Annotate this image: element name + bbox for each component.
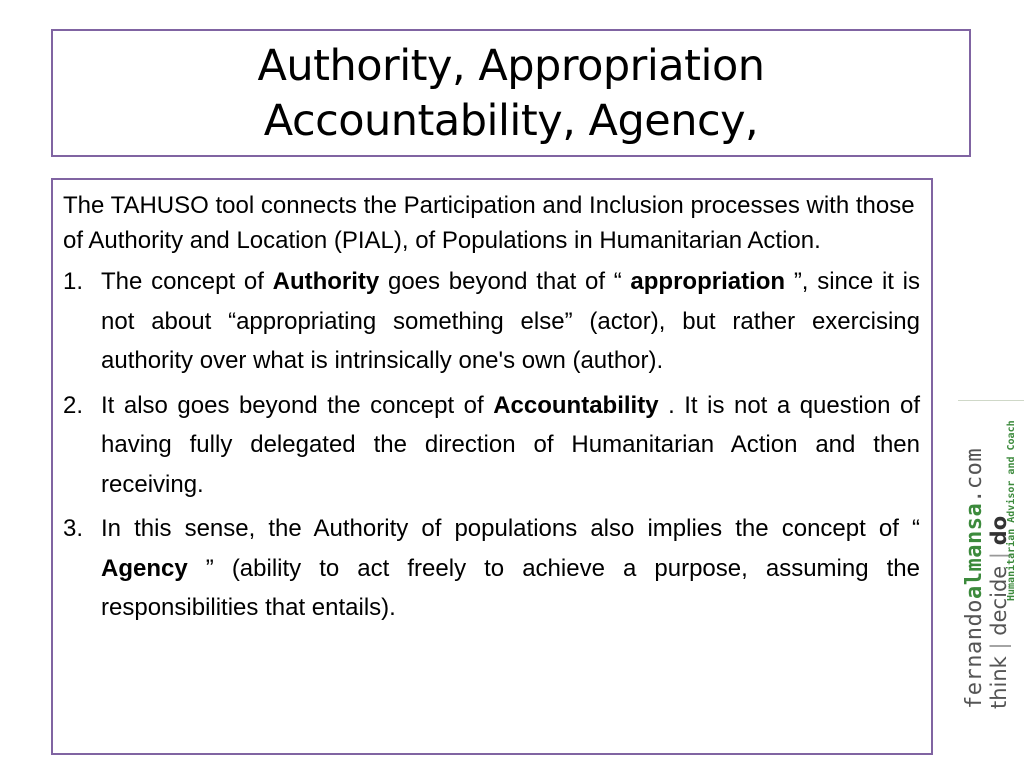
list-item-number: 3. <box>63 515 84 542</box>
list-item-number: 1. <box>63 268 84 295</box>
logo-sep: | <box>987 552 1011 560</box>
logo-domain <box>962 448 987 709</box>
term-appropriation: appropriation <box>630 268 786 295</box>
logo-do: do <box>987 515 1011 546</box>
list-item <box>63 262 920 381</box>
slide-body-box <box>51 178 933 755</box>
list-item <box>63 386 920 505</box>
logo-decide: decide <box>987 565 1011 636</box>
logo-suffix: .com <box>962 447 987 503</box>
logo-subtitle: Humanitarian Advisor and Coach <box>1006 420 1017 601</box>
term-accountability: Accountability <box>493 391 659 419</box>
list-item <box>63 509 920 628</box>
term-authority: Authority <box>272 268 380 295</box>
list-item-text: ” (ability to act freely to achieve a purpose, assuming the responsibilities that entails). <box>101 554 920 621</box>
logo-sep: | <box>987 642 1011 650</box>
logo-brand: almansa <box>962 502 987 600</box>
list-item-number: 2. <box>63 391 84 419</box>
slide-title-line-2: Accountability, Agency, <box>263 96 759 146</box>
logo-wordmark <box>962 448 1011 709</box>
logo-watermark <box>958 400 1024 711</box>
logo-think: think <box>987 656 1011 709</box>
list-item-text: In this sense, the Authority of populations also implies the concept of “ <box>101 515 920 542</box>
list-item-text: . It is not a question of having fully delegated the direction of Humanitarian Action and then receiving. <box>101 391 920 498</box>
list-item-text: It also goes beyond the concept of <box>101 391 494 419</box>
list-item-text: The concept of <box>101 268 273 295</box>
intro-paragraph: The TAHUSO tool connects the Participation and Inclusion processes with those of Authority and Location (PIAL), of Populations in Humanitarian Action. <box>63 192 915 254</box>
concept-list <box>63 262 920 628</box>
list-item-text: ”, since it is not about “appropriating something else” (actor), but rather exercising authority over what is intrinsically one's own (author). <box>101 268 921 374</box>
term-agency: Agency <box>101 554 188 582</box>
slide-title-box <box>51 29 971 157</box>
slide-title-line-1: Authority, Appropriation <box>257 41 765 91</box>
logo-prefix: fernando <box>962 599 987 709</box>
list-item-text: goes beyond that of “ <box>379 268 631 295</box>
